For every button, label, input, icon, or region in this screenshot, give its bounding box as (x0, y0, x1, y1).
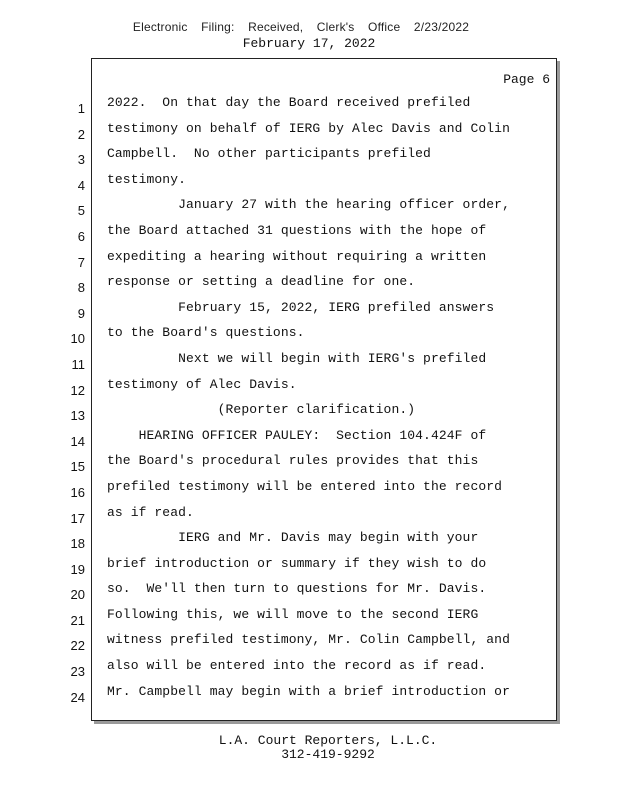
line-number: 24 (70, 689, 85, 705)
transcript-line: Campbell. No other participants prefiled (107, 146, 431, 162)
line-number: 20 (70, 587, 85, 603)
court-reporter-name: L.A. Court Reporters, L.L.C. (218, 733, 438, 748)
transcript-date: February 17, 2022 (242, 36, 376, 51)
transcript-line: witness prefiled testimony, Mr. Colin Campbell, and (107, 632, 510, 648)
transcript-line: (Reporter clarification.) (107, 402, 416, 418)
transcript-line: Mr. Campbell may begin with a brief introduction or (107, 683, 510, 699)
line-number: 16 (70, 484, 85, 500)
electronic-filing-stamp (0, 20, 602, 34)
line-number: 13 (70, 408, 85, 424)
page-number: Page 6 (503, 72, 550, 87)
transcript-line: testimony of Alec Davis. (107, 376, 297, 392)
line-number: 6 (77, 228, 85, 244)
line-number: 8 (77, 280, 85, 296)
line-number: 1 (77, 101, 85, 116)
transcript-line: 2022. On that day the Board received prefiled (107, 95, 471, 110)
transcript-line: testimony on behalf of IERG by Alec Davis and Colin (107, 120, 510, 136)
line-number: 2 (77, 126, 85, 142)
line-number: 15 (70, 459, 85, 475)
transcript-line: HEARING OFFICER PAULEY: Section 104.424F of (107, 427, 487, 443)
transcript-line: brief introduction or summary if they wish to do (107, 555, 487, 571)
stamp-word: Office (368, 20, 401, 34)
line-number: 11 (71, 356, 85, 372)
line-number: 5 (77, 203, 85, 219)
transcript-line: response or setting a deadline for one. (107, 274, 416, 290)
line-number: 10 (70, 331, 85, 347)
stamp-date: 2/23/2022 (413, 20, 470, 34)
stamp-word: Clerk's (316, 20, 355, 34)
line-number: 9 (77, 305, 85, 321)
transcript-line: as if read. (107, 504, 194, 520)
line-number: 19 (70, 561, 85, 577)
stamp-word: Filing: (201, 20, 235, 34)
transcript-line: February 15, 2022, IERG prefiled answers (107, 299, 495, 315)
transcript-line: the Board attached 31 questions with the hope of (107, 222, 487, 238)
transcript-line: January 27 with the hearing officer order, (107, 197, 510, 213)
transcript-line: IERG and Mr. Davis may begin with your (107, 530, 479, 546)
line-number: 14 (70, 433, 85, 449)
stamp-word: Received, (248, 20, 304, 34)
line-number: 3 (77, 152, 85, 168)
transcript-line: so. We'll then turn to questions for Mr. Davis. (107, 581, 487, 597)
transcript-line: Following this, we will move to the second IERG (107, 606, 479, 622)
line-number-column (58, 102, 85, 716)
line-number: 21 (70, 612, 85, 628)
transcript-line: the Board's procedural rules provides that this (107, 453, 479, 469)
transcript-line: prefiled testimony will be entered into the record (107, 478, 503, 494)
line-number: 17 (70, 510, 85, 526)
line-number: 18 (70, 536, 85, 552)
line-number: 23 (70, 664, 85, 680)
transcript-line: to the Board's questions. (107, 325, 305, 341)
transcript-text (107, 96, 552, 710)
line-number: 12 (70, 382, 85, 398)
transcript-line: testimony. (107, 171, 187, 187)
line-number: 7 (77, 254, 85, 270)
line-number: 4 (77, 177, 85, 193)
transcript-line: Next we will begin with IERG's prefiled (107, 350, 487, 366)
stamp-word: Electronic (132, 20, 188, 34)
transcript-line: also will be entered into the record as if read. (107, 658, 487, 674)
court-reporter-phone: 312-419-9292 (281, 747, 375, 762)
line-number: 22 (70, 638, 85, 654)
transcript-line: expediting a hearing without requiring a written (107, 248, 487, 264)
